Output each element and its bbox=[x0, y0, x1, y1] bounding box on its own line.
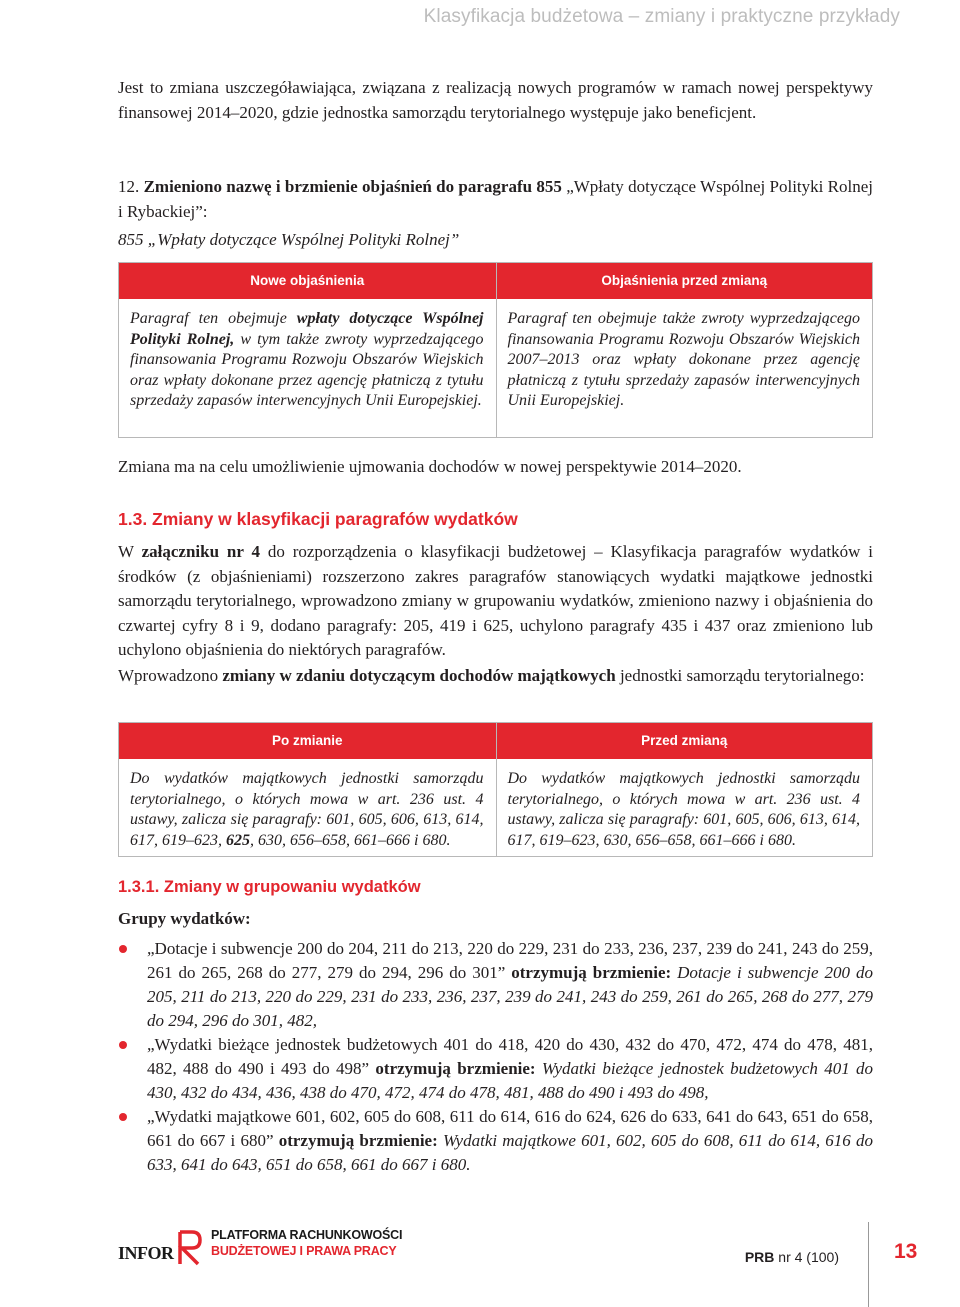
after-change-body bbox=[119, 759, 496, 861]
p1-text-b: do rozporządzenia o klasyfikacji budżetowej – Klasyfikacja paragrafów wydatków i środków (z objaśnieniami) rozszerzono zakres paragrafów stanowiących wydatki majątkowe jednostki samorządu terytorialnego, wprowadzono zmiany w grupowaniu wydatków, zmieniono nazwy i objaśnienia do czwartej cyfry 8 i 9, dodano paragrafy: 205, 419 i 625, uchylono paragrafy 435 i 437 oraz zmieniono lub uchylono objaśnienia do niektórych paragrafów. bbox=[118, 542, 873, 659]
list-item bbox=[118, 1033, 873, 1105]
new-expl-text-2: w tym także zwroty wyprzedzającego finansowania Programu Rozwoju Obszarów Wiejskich oraz wpłaty dokonane przez agencję płatniczą z tytułu sprzedaży zapasów interwencyjnych Unii Europejskiej. bbox=[130, 330, 484, 409]
bullet-dot-icon bbox=[119, 1041, 127, 1049]
p2-text-b: jednostki samorządu terytorialnego: bbox=[615, 666, 865, 685]
platform-name bbox=[211, 1227, 402, 1259]
p1-bold: załączniku nr 4 bbox=[141, 542, 260, 561]
after-change-header: Po zmianie bbox=[119, 723, 496, 759]
bullet-bold: otrzymują brzmienie: bbox=[375, 1059, 536, 1078]
new-explanations-header: Nowe objaśnienia bbox=[119, 263, 496, 299]
platform-line-1: PLATFORMA RACHUNKOWOŚCI bbox=[211, 1228, 403, 1242]
bullet-italic: Wydatki majątkowe 601, 602, 605 do 608, 611 do 614, 616 do 633, 641 do 643, 651 do 658, 661 do 667 i 680. bbox=[147, 1131, 873, 1174]
p2-bold: zmiany w zdaniu dotyczącym dochodów majątkowych bbox=[222, 666, 616, 685]
new-expl-text-1: Paragraf ten obejmuje bbox=[130, 310, 297, 327]
section-1-3-paragraph-1 bbox=[118, 540, 873, 663]
bullet-italic: Wydatki bieżące jednostek budżetowych 401 do 430, 432 do 434, 436, 438 do 470, 472, 474 do 478, 481, 488 do 490 i 493 do 498, bbox=[147, 1059, 873, 1102]
bullet-plain: „Wydatki majątkowe 601, 602, 605 do 608, 611 do 614, 616 do 624, 626 do 633, 641 do 643, 651 do 658, 661 do 667 i 680” bbox=[147, 1107, 873, 1150]
prb-logo-icon bbox=[178, 1228, 204, 1268]
after-text-1: Do wydatków majątkowych jednostki samorządu terytorialnego, o których mowa w art. 236 ust. 4 ustawy, zalicza się paragrafy: 601, 605, 606, 613, 614, 617, 619–623, bbox=[130, 770, 484, 849]
new-explanations-column bbox=[119, 263, 496, 437]
bullet-dot-icon bbox=[119, 1113, 127, 1121]
after-bold: 625 bbox=[226, 831, 250, 849]
item-12-rest: „Wpłaty dotyczące Wspólnej Polityki Rolnej i Rybackiej”: bbox=[118, 177, 874, 221]
issue-number bbox=[745, 1249, 839, 1265]
intro-paragraph: Jest to zmiana uszczegóławiająca, związana z realizacją nowych programów w ramach nowej perspektywy finansowej 2014–2020, gdzie jednostka samorządu terytorialnego występuje jako beneficjent. bbox=[118, 78, 873, 122]
paragraph-855-title: 855 „Wpłaty dotyczące Wspólnej Polityki Rolnej” bbox=[118, 230, 460, 249]
after-text-2: , 630, 656–658, 661–666 i 680. bbox=[250, 831, 451, 849]
infor-logo: INFOR bbox=[118, 1243, 174, 1263]
after-change-column bbox=[119, 723, 496, 856]
running-header: Klasyfikacja budżetowa – zmiany i praktyczne przykłady bbox=[423, 6, 900, 27]
p1-text-a: W bbox=[118, 542, 142, 561]
explanations-table bbox=[118, 262, 873, 438]
old-explanations-body: Paragraf ten obejmuje także zwroty wyprzedzającego finansowania Programu Rozwoju Obszarów Wiejskich 2007–2013 oraz wpłaty dokonane przez agencję płatniczą z tytułu sprzedaży zapasów interwencyjnych Unii Europejskiej. bbox=[507, 310, 860, 409]
new-explanations-body bbox=[119, 299, 496, 422]
old-explanations-column bbox=[496, 263, 873, 437]
before-change-body: Do wydatków majątkowych jednostki samorządu terytorialnego, o których mowa w art. 236 ust. 4 ustawy, zalicza się paragrafy: 601, 605, 606, 613, 614, 617, 619–623, 630, 656–658, 661–666 i 680. bbox=[507, 770, 860, 849]
issue-rest: nr 4 (100) bbox=[774, 1249, 839, 1265]
bullet-plain: „Wydatki bieżące jednostek budżetowych 401 do 418, 420 do 430, 432 do 470, 472, 474 do 478, 481, 482, 488 do 490 i 493 do 498” bbox=[147, 1035, 873, 1078]
p2-text-a: Wprowadzono bbox=[118, 666, 223, 685]
issue-abbrev: PRB bbox=[744, 1249, 775, 1265]
bullet-plain: „Dotacje i subwencje 200 do 204, 211 do 213, 220 do 229, 231 do 233, 236, 237, 239 do 241, 243 do 259, 261 do 265, 268 do 277, 279 do 294, 296 do 301” bbox=[147, 939, 873, 982]
bullet-bold: otrzymują brzmienie: bbox=[511, 963, 672, 982]
expenditure-groups-label: Grupy wydatków: bbox=[118, 909, 251, 928]
item-12-number: 12. bbox=[118, 177, 140, 196]
section-1-3-1-title: 1.3.1. Zmiany w grupowaniu wydatków bbox=[118, 878, 421, 896]
section-1-3-paragraph-2 bbox=[118, 664, 873, 689]
page-number: 13 bbox=[894, 1240, 918, 1263]
footer-divider bbox=[868, 1222, 869, 1307]
item-12-bold: Zmieniono nazwę i brzmienie objaśnień do paragrafu 855 bbox=[143, 177, 562, 196]
bullet-italic: Dotacje i subwencje 200 do 205, 211 do 213, 220 do 229, 231 do 233, 236, 237, 239 do 241, 243 do 259, 261 do 265, 268 do 277, 279 do 294, 296 do 301, 482, bbox=[147, 963, 873, 1030]
list-item bbox=[118, 937, 873, 1033]
new-expl-bold: wpłaty dotyczące Wspólnej Polityki Rolnej, bbox=[130, 310, 484, 348]
bullet-bold: otrzymują brzmienie: bbox=[278, 1131, 438, 1150]
old-explanations-header: Objaśnienia przed zmianą bbox=[497, 263, 873, 299]
bullet-list bbox=[118, 937, 873, 1177]
bullet-dot-icon bbox=[119, 945, 127, 953]
change-purpose: Zmiana ma na celu umożliwienie ujmowania dochodów w nowej perspektywie 2014–2020. bbox=[118, 457, 742, 476]
section-1-3-title: 1.3. Zmiany w klasyfikacji paragrafów wydatków bbox=[118, 509, 518, 529]
item-12 bbox=[118, 175, 873, 224]
before-change-column bbox=[496, 723, 873, 856]
list-item bbox=[118, 1105, 873, 1177]
before-change-header: Przed zmianą bbox=[497, 723, 873, 759]
capital-expenditure-table bbox=[118, 722, 873, 857]
platform-line-2: BUDŻETOWEJ I PRAWA PRACY bbox=[211, 1244, 397, 1258]
page-footer bbox=[0, 1222, 960, 1307]
